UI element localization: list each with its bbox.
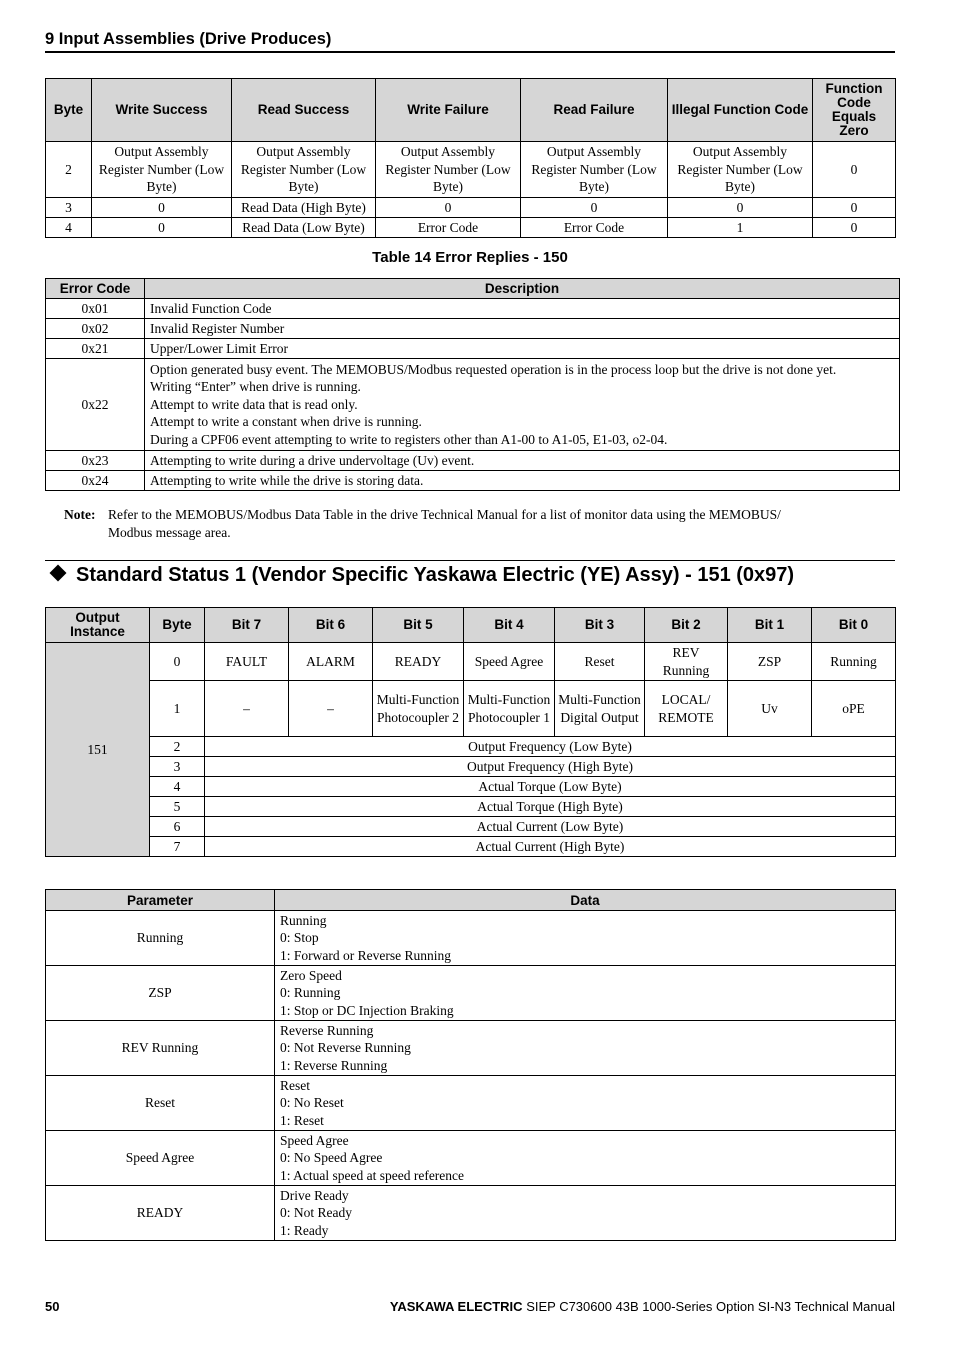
table-cell: Output Assembly Register Number (Low Byte) bbox=[376, 142, 521, 198]
data-line: 1: Reverse Running bbox=[280, 1057, 388, 1073]
desc-line: Attempt to write a constant when drive is running. bbox=[150, 414, 422, 430]
table-cell: 6 bbox=[150, 817, 205, 837]
table-cell: FAULT bbox=[205, 643, 289, 681]
table-row bbox=[46, 1186, 896, 1241]
table-cell: Speed Agree bbox=[464, 643, 555, 681]
table-row bbox=[46, 737, 896, 757]
table-cell: 0 bbox=[521, 198, 668, 218]
table-header-row bbox=[46, 890, 896, 911]
col-header-bit2: Bit 2 bbox=[645, 608, 728, 643]
table-cell: 0 bbox=[813, 198, 896, 218]
table-cell: 0x02 bbox=[46, 319, 145, 339]
table-cell: Actual Current (High Byte) bbox=[205, 837, 896, 857]
col-header-byte: Byte bbox=[46, 79, 92, 142]
table-cell: REV Running bbox=[645, 643, 728, 681]
note-text-cont: Modbus message area. bbox=[108, 524, 231, 540]
table-row bbox=[46, 359, 900, 451]
note-label: Note: bbox=[64, 507, 96, 522]
section-header: 9 Input Assemblies (Drive Produces) bbox=[45, 30, 895, 53]
table-cell: Uv bbox=[728, 681, 812, 737]
table-cell: 4 bbox=[150, 777, 205, 797]
table-row bbox=[46, 681, 896, 737]
table-row bbox=[46, 142, 896, 198]
table-cell: Error Code bbox=[521, 218, 668, 238]
data-line: 0: Not Reverse Running bbox=[280, 1040, 411, 1056]
table-caption: Table 14 Error Replies - 150 bbox=[372, 249, 568, 266]
data-line: 0: Running bbox=[280, 985, 341, 1001]
table-cell: 1 bbox=[668, 218, 813, 238]
table-cell: Speed Agree bbox=[46, 1131, 275, 1186]
table-cell: Actual Current (Low Byte) bbox=[205, 817, 896, 837]
table-cell: 2 bbox=[46, 142, 92, 198]
data-line: Running bbox=[280, 912, 327, 928]
data-line: Zero Speed bbox=[280, 967, 342, 983]
table-cell: Attempting to write while the drive is storing data. bbox=[145, 471, 900, 491]
table-row bbox=[46, 797, 896, 817]
table-parameter-data bbox=[45, 889, 896, 1241]
table-header-row bbox=[46, 79, 896, 142]
data-line: Reverse Running bbox=[280, 1022, 374, 1038]
table-cell: Error Code bbox=[376, 218, 521, 238]
table-cell: 5 bbox=[150, 797, 205, 817]
table-cell: Output Assembly Register Number (Low Byte) bbox=[521, 142, 668, 198]
data-line: 0: No Speed Agree bbox=[280, 1150, 383, 1166]
col-header-parameter: Parameter bbox=[46, 890, 275, 911]
col-header-description: Description bbox=[145, 279, 900, 299]
desc-line: Attempt to write data that is read only. bbox=[150, 396, 358, 412]
data-line: Speed Agree bbox=[280, 1132, 349, 1148]
table-cell bbox=[275, 1021, 896, 1076]
table-error-replies bbox=[45, 278, 900, 491]
table-row bbox=[46, 451, 900, 471]
table-cell: Output Assembly Register Number (Low Byte) bbox=[232, 142, 376, 198]
section-heading bbox=[48, 564, 794, 587]
table-cell: Invalid Register Number bbox=[145, 319, 900, 339]
col-header-bit3: Bit 3 bbox=[555, 608, 645, 643]
data-line: 0: Stop bbox=[280, 930, 319, 946]
table-row bbox=[46, 339, 900, 359]
table-cell: 4 bbox=[46, 218, 92, 238]
table-header-row bbox=[46, 608, 896, 643]
note bbox=[64, 506, 864, 541]
table-cell: 2 bbox=[150, 737, 205, 757]
table-row bbox=[46, 1076, 896, 1131]
table-cell: 0 bbox=[92, 198, 232, 218]
desc-line: Option generated busy event. The MEMOBUS/Modbus requested operation is in the process loop but the drive is not done yet. bbox=[150, 361, 837, 377]
table-row bbox=[46, 319, 900, 339]
col-header-data: Data bbox=[275, 890, 896, 911]
table-cell bbox=[275, 966, 896, 1021]
col-header-illegal-function-code: Illegal Function Code bbox=[668, 79, 813, 142]
table-row bbox=[46, 757, 896, 777]
col-header-write-success: Write Success bbox=[92, 79, 232, 142]
data-line: 1: Forward or Reverse Running bbox=[280, 947, 451, 963]
table-cell: REV Running bbox=[46, 1021, 275, 1076]
table-cell bbox=[275, 911, 896, 966]
table-cell: oPE bbox=[812, 681, 896, 737]
table-row bbox=[46, 198, 896, 218]
table-row bbox=[46, 837, 896, 857]
table-cell: 3 bbox=[46, 198, 92, 218]
data-line: 1: Ready bbox=[280, 1222, 329, 1238]
table-cell: 0x21 bbox=[46, 339, 145, 359]
col-header-bit0: Bit 0 bbox=[812, 608, 896, 643]
col-header-write-failure: Write Failure bbox=[376, 79, 521, 142]
table-cell: READY bbox=[373, 643, 464, 681]
footer-brand: YASKAWA ELECTRIC bbox=[389, 1299, 523, 1314]
col-header-bit5: Bit 5 bbox=[373, 608, 464, 643]
page-number: 50 bbox=[45, 1299, 60, 1314]
desc-line: Writing “Enter” when drive is running. bbox=[150, 379, 361, 395]
table-cell: LOCAL/ REMOTE bbox=[645, 681, 728, 737]
table-cell: ZSP bbox=[46, 966, 275, 1021]
table-row bbox=[46, 218, 896, 238]
data-line: 1: Stop or DC Injection Braking bbox=[280, 1002, 454, 1018]
section-title: Standard Status 1 (Vendor Specific Yaskawa Electric (YE) Assy) - 151 (0x97) bbox=[76, 564, 795, 586]
table-cell: Attempting to write during a drive undervoltage (Uv) event. bbox=[145, 451, 900, 471]
footer-doc-title: SIEP C730600 43B 1000-Series Option SI-N3 Technical Manual bbox=[526, 1299, 895, 1314]
table-cell: Read Data (Low Byte) bbox=[232, 218, 376, 238]
table-cell: Running bbox=[812, 643, 896, 681]
table-cell: 1 bbox=[150, 681, 205, 737]
table-cell: Output Frequency (Low Byte) bbox=[205, 737, 896, 757]
col-header-bit7: Bit 7 bbox=[205, 608, 289, 643]
table-cell: Output Assembly Register Number (Low Byte) bbox=[92, 142, 232, 198]
table-cell: READY bbox=[46, 1186, 275, 1241]
col-header-bit6: Bit 6 bbox=[289, 608, 373, 643]
table-cell: Reset bbox=[46, 1076, 275, 1131]
table-row bbox=[46, 966, 896, 1021]
table-cell: Invalid Function Code bbox=[145, 299, 900, 319]
table-cell: Actual Torque (High Byte) bbox=[205, 797, 896, 817]
diamond-bullet-icon bbox=[50, 565, 67, 582]
table-cell: Running bbox=[46, 911, 275, 966]
table-cell bbox=[275, 1131, 896, 1186]
col-header-output-instance: Output Instance bbox=[46, 608, 150, 643]
table-row bbox=[46, 1131, 896, 1186]
table-cell: 0 bbox=[668, 198, 813, 218]
data-line: 0: No Reset bbox=[280, 1095, 344, 1111]
table-cell: Multi-Function Digital Output bbox=[555, 681, 645, 737]
table-row bbox=[46, 911, 896, 966]
table-cell: 3 bbox=[150, 757, 205, 777]
col-header-byte: Byte bbox=[150, 608, 205, 643]
table-row bbox=[46, 777, 896, 797]
table-row bbox=[46, 643, 896, 681]
table-cell: Upper/Lower Limit Error bbox=[145, 339, 900, 359]
col-header-error-code: Error Code bbox=[46, 279, 145, 299]
data-line: 0: Not Ready bbox=[280, 1205, 352, 1221]
table-row bbox=[46, 471, 900, 491]
table-cell: Output Frequency (High Byte) bbox=[205, 757, 896, 777]
table-cell: 0x22 bbox=[46, 359, 145, 451]
col-header-function-code-zero: Function Code Equals Zero bbox=[813, 79, 896, 142]
table-cell: Output Assembly Register Number (Low Byte) bbox=[668, 142, 813, 198]
table-cell: Actual Torque (Low Byte) bbox=[205, 777, 896, 797]
table-cell: 0x24 bbox=[46, 471, 145, 491]
data-line: Reset bbox=[280, 1077, 310, 1093]
col-header-read-success: Read Success bbox=[232, 79, 376, 142]
col-header-bit4: Bit 4 bbox=[464, 608, 555, 643]
data-line: 1: Actual speed at speed reference bbox=[280, 1167, 465, 1183]
table-cell: ZSP bbox=[728, 643, 812, 681]
table-cell: ALARM bbox=[289, 643, 373, 681]
table-status-bits bbox=[45, 607, 896, 857]
table-cell: Multi-Function Photocoupler 2 bbox=[373, 681, 464, 737]
table-cell: 0 bbox=[376, 198, 521, 218]
col-header-read-failure: Read Failure bbox=[521, 79, 668, 142]
table-cell bbox=[275, 1186, 896, 1241]
table-cell: 0x01 bbox=[46, 299, 145, 319]
table-cell: 7 bbox=[150, 837, 205, 857]
col-header-bit1: Bit 1 bbox=[728, 608, 812, 643]
table-header-row bbox=[46, 279, 900, 299]
table-cell: Multi-Function Photocoupler 1 bbox=[464, 681, 555, 737]
table-cell: Read Data (High Byte) bbox=[232, 198, 376, 218]
table-cell: 0x23 bbox=[46, 451, 145, 471]
desc-line: During a CPF06 event attempting to write to registers other than A1-00 to A1-05, E1-03, o2-04. bbox=[150, 431, 668, 447]
table-cell: – bbox=[289, 681, 373, 737]
table-cell: 0 bbox=[813, 218, 896, 238]
table-row bbox=[46, 817, 896, 837]
table-cell: – bbox=[205, 681, 289, 737]
data-line: Drive Ready bbox=[280, 1187, 349, 1203]
note-text: Refer to the MEMOBUS/Modbus Data Table in the drive Technical Manual for a list of monitor data using the MEMOBUS/ bbox=[108, 507, 781, 522]
footer-doc bbox=[390, 1299, 895, 1314]
table-row bbox=[46, 1021, 896, 1076]
table-cell bbox=[275, 1076, 896, 1131]
table-cell: Reset bbox=[555, 643, 645, 681]
table-function-replies bbox=[45, 78, 896, 238]
table-cell: 0 bbox=[92, 218, 232, 238]
section-divider bbox=[45, 560, 895, 561]
table-cell bbox=[145, 359, 900, 451]
data-line: 1: Reset bbox=[280, 1112, 324, 1128]
table-row bbox=[46, 299, 900, 319]
table-cell: 0 bbox=[150, 643, 205, 681]
table-cell: 0 bbox=[813, 142, 896, 198]
instance-cell: 151 bbox=[46, 643, 150, 857]
